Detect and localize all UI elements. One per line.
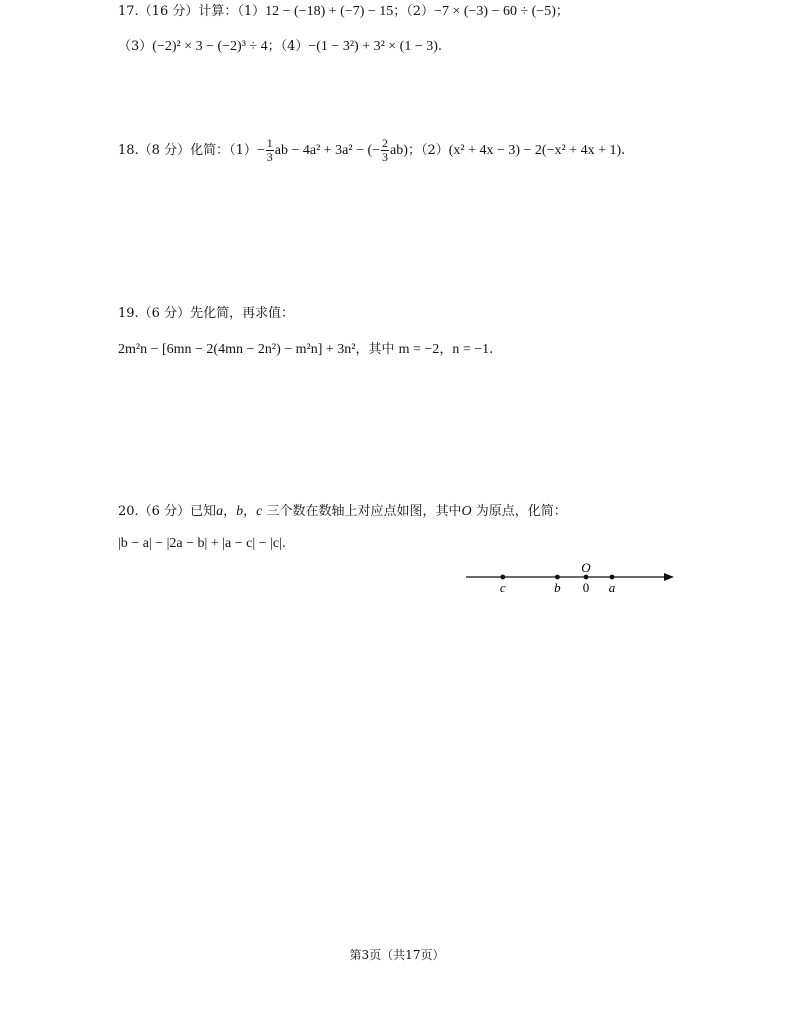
q20-expression: |b − a| − |2a − b| + |a − c| − |c| — [118, 536, 282, 551]
q19-heading-line — [118, 306, 294, 322]
q20-heading-line — [118, 504, 567, 520]
q17-expression-4: −(1 − 3²) + 3² × (1 − 3) — [308, 39, 438, 54]
q19-condition-n: n = −1 — [452, 342, 490, 357]
q20-expression-line — [118, 536, 286, 552]
q19-expression-line — [118, 342, 493, 358]
q18-expression-tail: ab) — [390, 143, 408, 158]
q17-separator-2: ；（4） — [267, 39, 309, 54]
q18-fraction-1-numerator: 1 — [266, 136, 273, 150]
number-line-label-b: b — [554, 580, 561, 595]
q18-expression-2: (x² + 4x − 3) − 2(−x² + 4x + 1) — [448, 143, 622, 158]
number-line-point-b — [555, 575, 560, 580]
q19-end-punct: . — [489, 342, 494, 357]
q18-heading: 18.（8 分）化简：（1） — [118, 143, 257, 158]
number-line-arrow-icon — [664, 573, 674, 581]
q18-expression-middle: ab − 4a² + 3a² − (− — [274, 143, 381, 158]
number-line — [460, 560, 680, 600]
q18-fraction-2-numerator: 2 — [382, 136, 389, 150]
q20-heading: 20.（6 分）已知 — [118, 504, 217, 519]
number-line-label-c: c — [499, 580, 506, 595]
number-line-origin-label: O — [581, 560, 591, 575]
number-line-point-a — [610, 575, 615, 580]
q20-comma-2: ， — [243, 504, 257, 519]
number-line-point-c — [500, 575, 505, 580]
number-line-label-a: a — [608, 580, 616, 595]
q19-comma: ， — [439, 342, 453, 357]
q19-expression: 2m²n − [6mn − 2(4mn − 2n²) − m²n] + 3n² — [118, 342, 356, 357]
q17-line2 — [118, 39, 442, 55]
q18-fraction-1 — [266, 137, 274, 164]
q19-condition-m: m = −2 — [398, 342, 440, 357]
q18-separator: ；（2） — [407, 143, 449, 158]
q20-text-1: 三个数在数轴上对应点如图，其中 — [262, 504, 462, 519]
q19-heading: 19.（6 分）先化简，再求值： — [118, 306, 295, 321]
q18-fraction-2 — [381, 137, 389, 164]
q18-end-punct: . — [621, 143, 626, 158]
q17-line1 — [118, 4, 569, 20]
q20-var-a: a — [216, 504, 224, 519]
q18-fraction-2-denominator: 3 — [382, 150, 389, 164]
q18-line — [118, 136, 625, 166]
q17-end-punct: ； — [555, 4, 569, 19]
q17-separator: ；（2） — [393, 4, 435, 19]
q18-negative-sign: − — [256, 143, 265, 158]
q17-end-punct-2: . — [437, 39, 443, 54]
number-line-point-0 — [584, 575, 589, 580]
q19-where: ，其中 — [355, 342, 399, 357]
q20-var-b: b — [236, 504, 244, 519]
q17-part3-label: （3） — [118, 39, 153, 54]
number-line-label-0: 0 — [582, 580, 590, 595]
page-footer: 第3页（共17页） — [349, 948, 445, 962]
q20-text-2: 为原点，化简： — [471, 504, 567, 519]
q17-expression-1: 12 − (−18) + (−7) − 15 — [265, 4, 394, 19]
q17-expression-2: −7 × (−3) − 60 ÷ (−5) — [434, 4, 556, 19]
q20-end-punct: . — [281, 536, 287, 551]
q20-comma-1: ， — [223, 504, 237, 519]
q18-fraction-1-denominator: 3 — [266, 150, 273, 164]
q17-heading: 17.（16 分）计算：（1） — [118, 4, 266, 19]
q17-expression-3: (−2)² × 3 − (−2)³ ÷ 4 — [152, 39, 268, 54]
q20-var-c: c — [256, 504, 263, 519]
q20-var-O: O — [461, 504, 472, 519]
